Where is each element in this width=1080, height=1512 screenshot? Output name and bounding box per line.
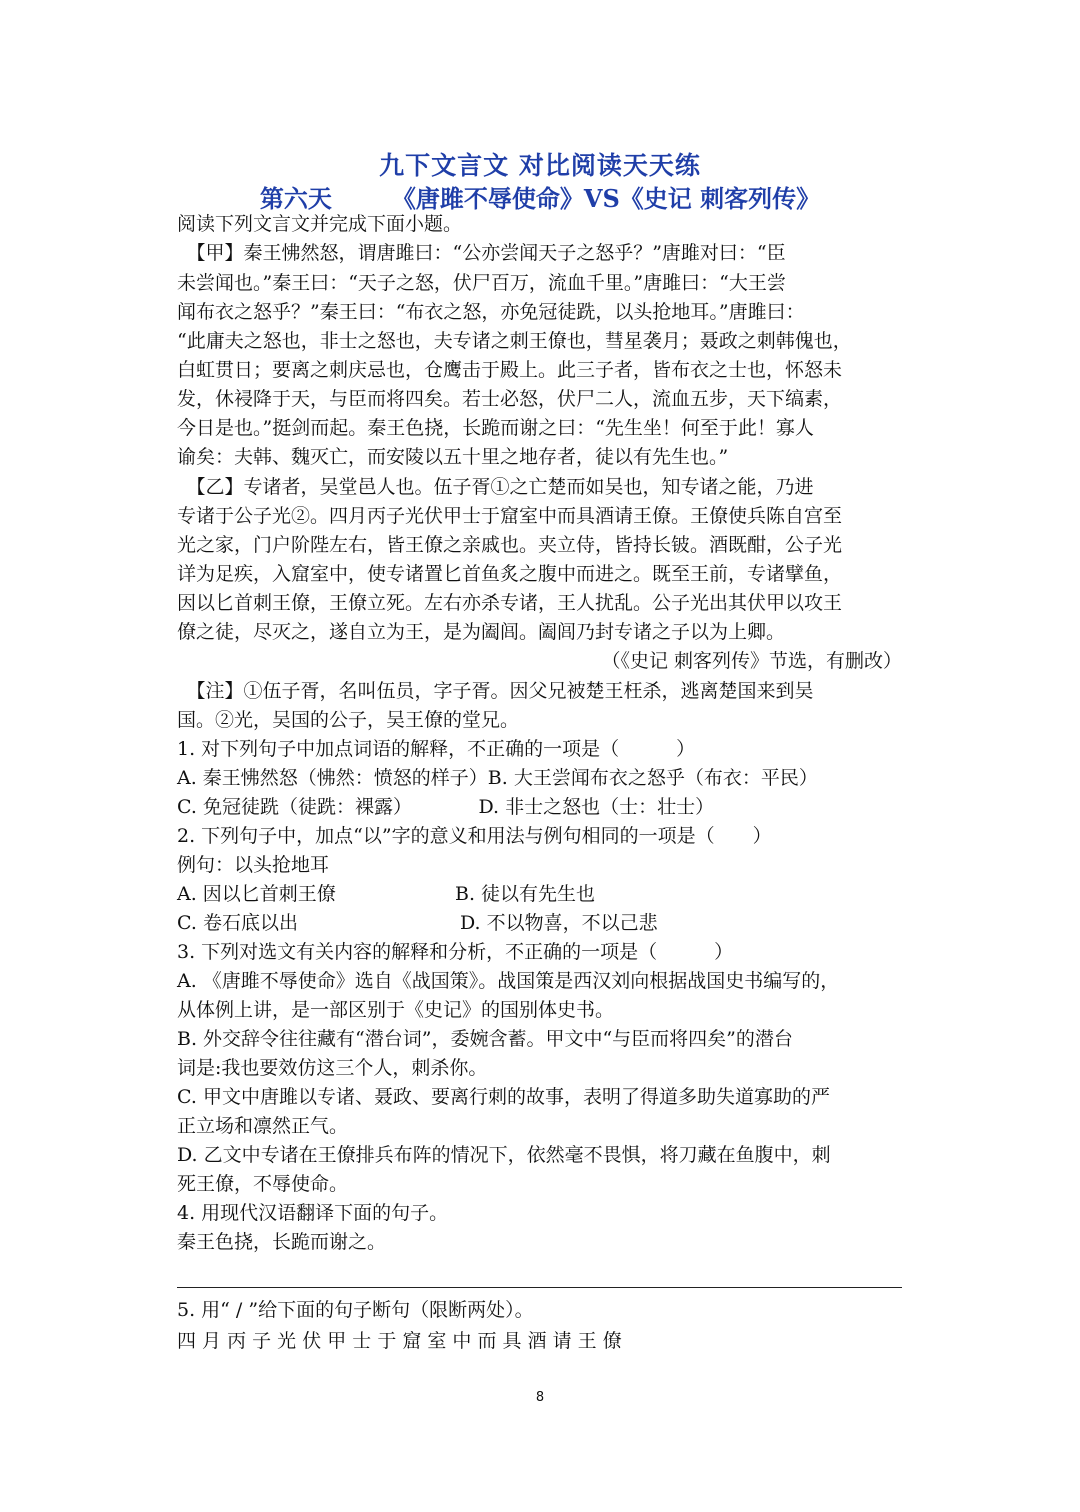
question-1: 1. 对下列句子中加点词语的解释，不正确的一项是（ ） <box>177 738 696 760</box>
question-3-option-d: D. 乙文中专诸在王僚排兵布阵的情况下，依然毫不畏惧，将刀藏在鱼腹中，刺 <box>177 1144 831 1166</box>
passage-jia-line: 今日是也。”挺剑而起。秦王色挠，长跪而谢之曰：“先生坐！何至于此！寡人 <box>177 417 814 439</box>
passage-jia-line: 白虹贯日；要离之刺庆忌也，仓鹰击于殿上。此三子者，皆布衣之士也，怀怒未 <box>177 359 843 381</box>
question-2-example: 例句：以头抢地耳 <box>177 854 330 876</box>
question-5: 5. 用“ / ”给下面的句子断句（限断两处）。 <box>177 1299 534 1321</box>
question-3-option-b: B. 外交辞令往往藏有“潜台词”，委婉含蓄。甲文中“与臣而将四矣”的潜台 <box>177 1028 793 1050</box>
question-3: 3. 下列对选文有关内容的解释和分析，不正确的一项是（ ） <box>177 941 734 963</box>
question-4: 4. 用现代汉语翻译下面的句子。 <box>177 1202 449 1224</box>
passage-jia-line: 发，休祲降于天，与臣而将四矣。若士必怒，伏尸二人，流血五步，天下缟素， <box>177 388 843 410</box>
passage-yi-line: 详为足疾，入窟室中，使专诸置匕首鱼炙之腹中而进之。既至王前，专诸擘鱼， <box>177 563 843 585</box>
passage-jia-line: 未尝闻也。”秦王曰：“天子之怒，伏尸百万，流血千里。”唐雎曰：“大王尝 <box>177 272 786 294</box>
passage-yi-line: 光之家，门户阶陛左右，皆王僚之亲戚也。夹立侍，皆持长铍。酒既酣，公子光 <box>177 534 843 556</box>
question-3-option-d: 死王僚，不辱使命。 <box>177 1173 349 1195</box>
passage-yi-line: 专诸于公子光②。四月丙子光伏甲士于窟室中而具酒请王僚。王僚使兵陈自宫至 <box>177 505 843 527</box>
passage-jia-line: 谕矣：夫韩、魏灭亡，而安陵以五十里之地存者，徒以有先生也。” <box>177 446 729 468</box>
passage-jia-line: 闻布衣之怒乎？”秦王曰：“布衣之怒，亦免冠徒跣，以头抢地耳。”唐雎曰： <box>177 301 805 323</box>
instruction: 阅读下列文言文并完成下面小题。 <box>177 213 463 235</box>
question-1-options-cd: C. 免冠徒跣（徒跣：裸露） D. 非士之怒也（士：壮士） <box>177 796 715 818</box>
question-2-option-b: B. 徒以有先生也 <box>455 883 596 905</box>
question-4-sentence: 秦王色挠，长跪而谢之。 <box>177 1231 387 1253</box>
document-subtitle <box>0 179 1080 214</box>
answer-line <box>177 1287 902 1288</box>
question-2-option-a: A. 因以匕首刺王僚 <box>177 883 336 905</box>
day-label: 第六天 <box>259 184 332 213</box>
question-3-option-b: 词是:我也要效仿这三个人，刺杀你。 <box>177 1057 488 1079</box>
notes-line: 国。②光，吴国的公子，吴王僚的堂兄。 <box>177 709 520 731</box>
passage-jia-line: 【甲】秦王怫然怒，谓唐雎曰：“公亦尝闻天子之怒乎？”唐雎对曰：“臣 <box>177 242 786 264</box>
question-2-option-c: C. 卷石底以出 <box>177 912 298 934</box>
page-number: 8 <box>535 1390 545 1405</box>
document-title: 九下文言文 对比阅读天天练 <box>379 151 701 180</box>
notes-line: 【注】①伍子胥，名叫伍员，字子胥。因父兄被楚王枉杀，逃离楚国来到吴 <box>177 680 814 702</box>
subtitle-text: 《唐雎不辱使命》VS《史记 刺客列传》 <box>391 184 821 213</box>
question-2-option-d: D. 不以物喜，不以己悲 <box>460 912 658 934</box>
passage-yi-line: 僚之徒，尽灭之，遂自立为王，是为阖闾。阖闾乃封专诸之子以为上卿。 <box>177 621 786 643</box>
question-3-option-c: C. 甲文中唐雎以专诸、聂政、要离行刺的故事，表明了得道多助失道寡助的严 <box>177 1086 830 1108</box>
passage-yi-line: 【乙】专诸者，吴堂邑人也。伍子胥①之亡楚而如吴也，知专诸之能，乃进 <box>177 476 814 498</box>
question-3-option-a: 从体例上讲，是一部区别于《史记》的国别体史书。 <box>177 999 615 1021</box>
passage-yi-line: 因以匕首刺王僚，王僚立死。左右亦杀专诸，王人扰乱。公子光出其伏甲以攻王 <box>177 592 843 614</box>
passage-jia-line: “此庸夫之怒也，非士之怒也，夫专诸之刺王僚也，彗星袭月；聂政之刺韩傀也， <box>177 330 852 352</box>
question-3-option-c: 正立场和凛然正气。 <box>177 1115 349 1137</box>
question-5-sentence: 四 月 丙 子 光 伏 甲 士 于 窟 室 中 而 具 酒 请 王 僚 <box>177 1330 622 1352</box>
question-2: 2. 下列句子中，加点“以”字的意义和用法与例句相同的一项是（ ） <box>177 825 772 847</box>
question-1-options-ab: A. 秦王怫然怒（怫然：愤怒的样子）B. 大王尝闻布衣之怒乎（布衣：平民） <box>177 767 818 789</box>
question-3-option-a: A. 《唐雎不辱使命》选自《战国策》。战国策是西汉刘向根据战国史书编写的， <box>177 970 840 992</box>
source-citation: （《史记 刺客列传》节选，有删改） <box>601 650 902 672</box>
